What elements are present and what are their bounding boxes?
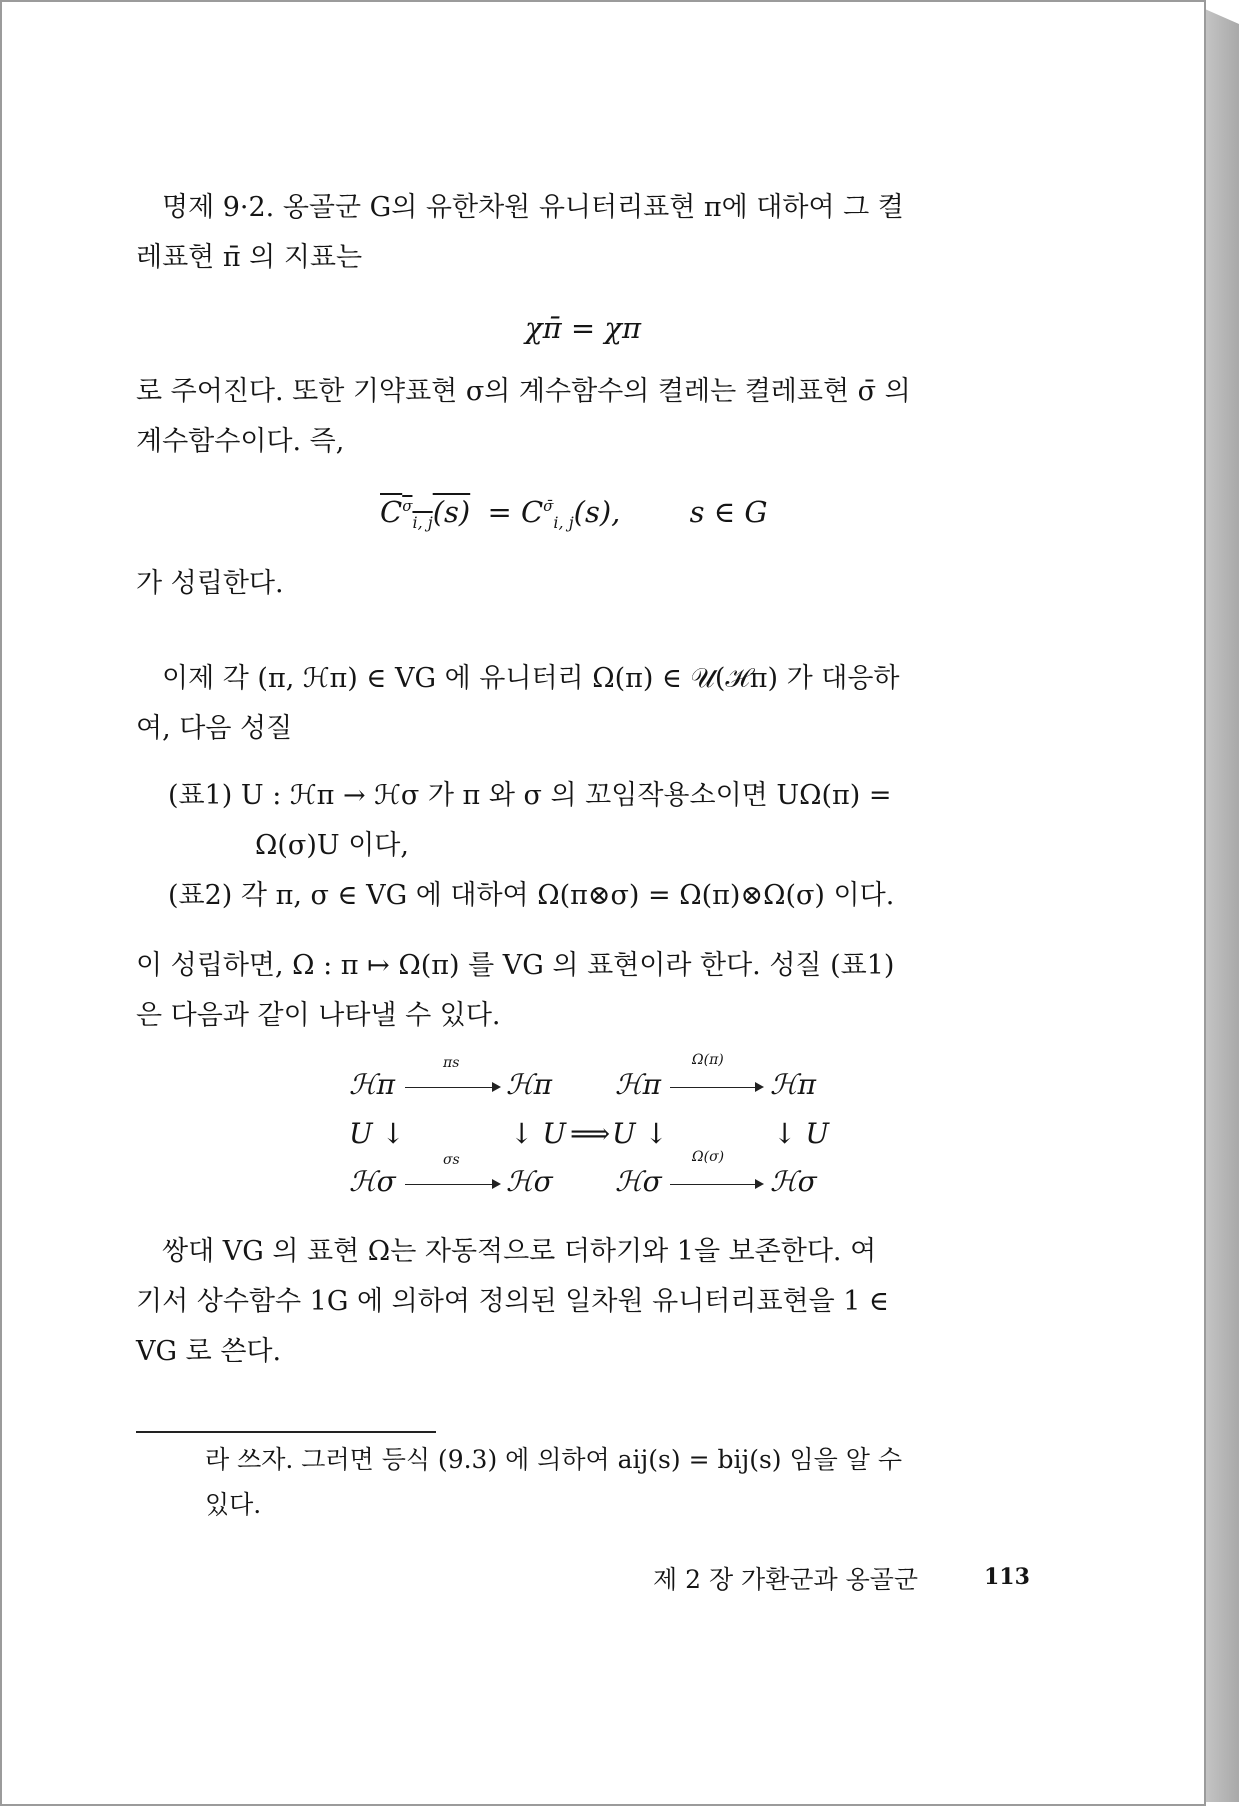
page-number: 113	[984, 1564, 1030, 1590]
arrow-omega-pi	[670, 1087, 762, 1088]
arrow-omega-sigma	[670, 1184, 762, 1185]
property-2-line-1: (표2) 각 π, σ ∈ VG 에 대하여 Ω(π⊗σ) = Ω(π)⊗Ω(σ) 이다.	[168, 880, 895, 911]
h-sigma-bottom-left: ℋσ	[349, 1165, 396, 1198]
paragraph-1-line-1: 로 주어진다. 또한 기약표현 σ의 계수함수의 켤레는 켤레표현 σ̄ 의	[136, 376, 911, 407]
paragraph-2: 가 성립한다.	[136, 568, 284, 599]
label-omega-pi: Ω(π)	[692, 1052, 724, 1068]
proposition-line-1: 명제 9·2. 옹골군 G의 유한차원 유니터리표현 π에 대하여 그 켤	[162, 192, 904, 223]
label-sigma-s: σs	[443, 1152, 460, 1168]
h-sigma-bottom-right-a: ℋσ	[615, 1165, 662, 1198]
h-pi-top-right-a: ℋπ	[615, 1068, 662, 1101]
paragraph-1-line-2: 계수함수이다. 즉,	[136, 426, 345, 457]
u-down-mid: ↓ U	[510, 1117, 566, 1150]
footnote-line-2: 있다.	[205, 1490, 262, 1519]
paragraph-5-line-3: VG 로 쓴다.	[136, 1336, 282, 1367]
h-pi-top-mid: ℋπ	[506, 1068, 553, 1101]
h-pi-top-left: ℋπ	[349, 1068, 396, 1101]
u-down-right-b: ↓ U	[773, 1117, 829, 1150]
arrow-sigma-s	[405, 1184, 499, 1185]
property-1-line-1: (표1) U : ℋπ → ℋσ 가 π 와 σ 의 꼬임작용소이면 UΩ(π) =	[168, 780, 892, 811]
running-footer-chapter: 제 2 장 가환군과 옹골군	[653, 1565, 919, 1594]
paragraph-4-line-1: 이 성립하면, Ω : π ↦ Ω(π) 를 VG 의 표현이라 한다. 성질 (표1)	[136, 950, 895, 981]
paragraph-3-line-2: 여, 다음 성질	[136, 713, 293, 744]
paragraph-4-line-2: 은 다음과 같이 나타낼 수 있다.	[136, 1000, 501, 1031]
arrow-pi-s	[405, 1087, 499, 1088]
coefficient-lhs: $C^\sigma_{i, j}(s)$	[380, 495, 471, 532]
footnote-rule	[136, 1431, 436, 1433]
h-sigma-bottom-right-b: ℋσ	[770, 1165, 817, 1198]
h-pi-top-right-b: ℋπ	[770, 1068, 817, 1101]
property-1-line-2: Ω(σ)U 이다,	[255, 830, 409, 861]
footnote-line-1: 라 쓰자. 그러면 등식 (9.3) 에 의하여 aij(s) = bij(s) 임을 알 수	[205, 1445, 902, 1474]
label-omega-sigma: Ω(σ)	[692, 1149, 725, 1165]
paragraph-5-line-2: 기서 상수함수 1G 에 의하여 정의된 일차원 유니터리표현을 1 ∈	[136, 1286, 890, 1317]
u-down-right-a: U ↓	[612, 1117, 668, 1150]
proposition-line-2: 레표현 π̄ 의 지표는	[136, 242, 363, 273]
paragraph-5-line-1: 쌍대 VG 의 표현 Ω는 자동적으로 더하기와 1을 보존한다. 여	[162, 1236, 877, 1267]
label-pi-s: πs	[443, 1055, 460, 1071]
coefficient-equation: $C^\sigma_{i, j}(s) = C^{\sigmā}_{i, j}(s)$, s ∈ G	[380, 495, 768, 532]
implies-arrow: ⟹	[570, 1117, 611, 1150]
paragraph-3-line-1: 이제 각 (π, ℋπ) ∈ VG 에 유니터리 Ω(π) ∈ 𝒰(ℋπ) 가 대응하	[162, 663, 900, 694]
character-equation: χπ̄ = χπ	[525, 311, 641, 345]
u-down-left: U ↓	[349, 1117, 405, 1150]
h-sigma-bottom-mid: ℋσ	[506, 1165, 553, 1198]
coefficient-rhs: = C	[487, 495, 544, 529]
membership-condition: s ∈ G	[689, 495, 768, 529]
